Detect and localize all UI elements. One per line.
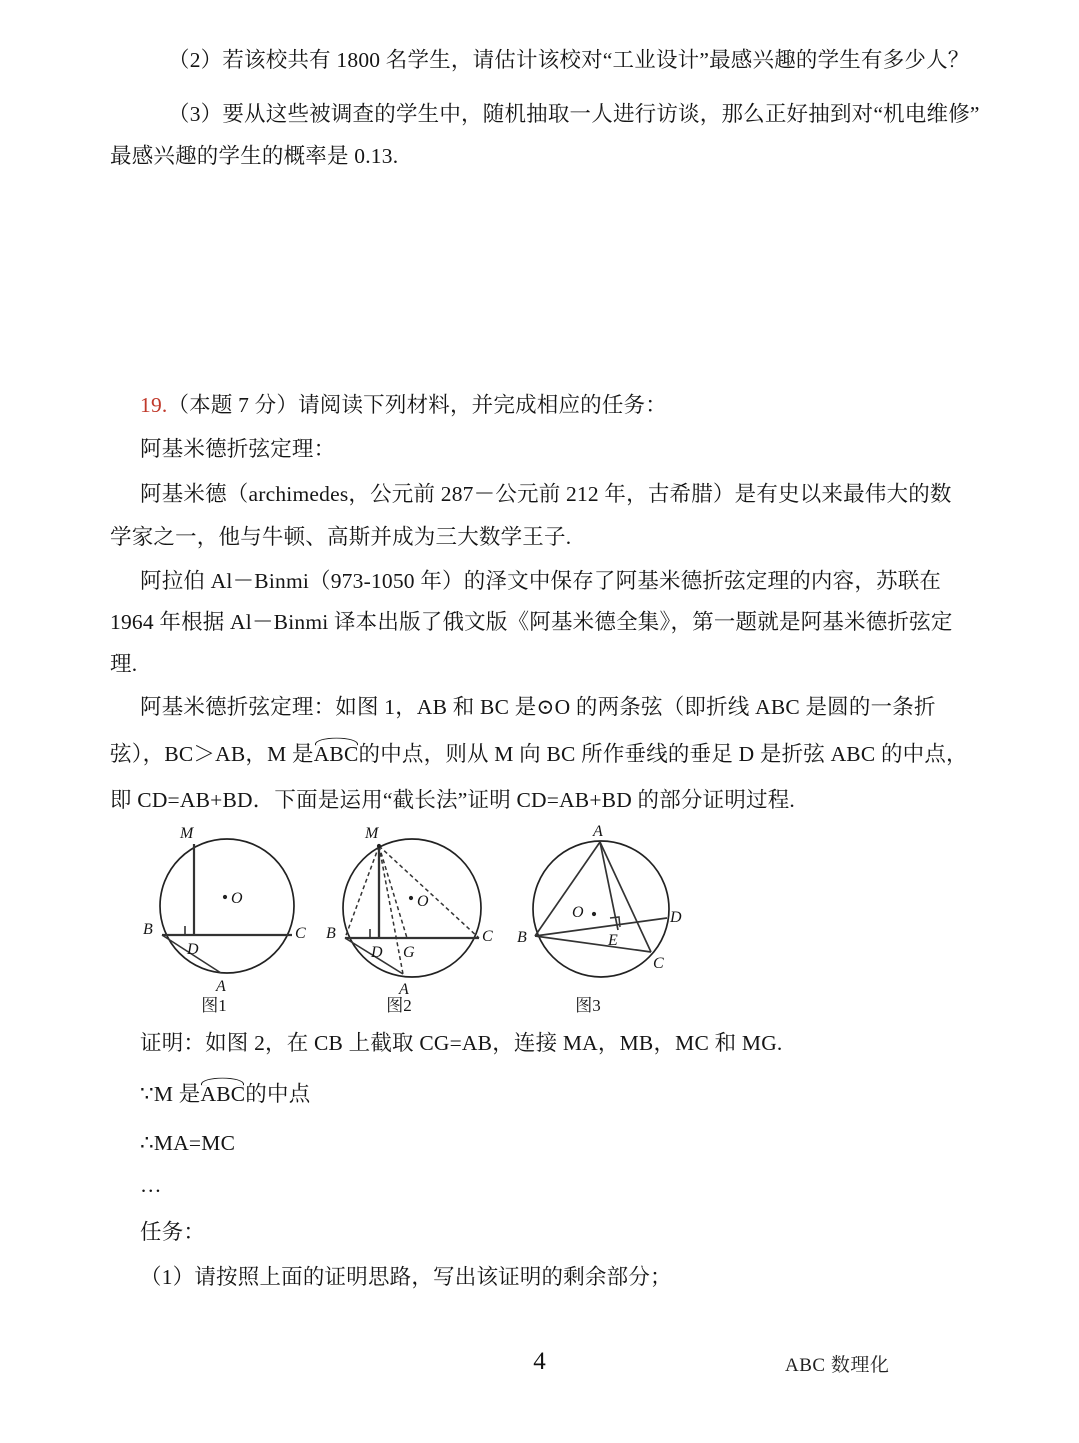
figure-2-svg — [323, 818, 503, 996]
proof-line-4: … — [140, 1173, 162, 1197]
arc-abc-notation-proof — [200, 1080, 245, 1108]
label-o: O — [231, 890, 243, 907]
arc-abc-notation — [314, 740, 359, 768]
biography-line-1: 阿基米德（archimedes，公元前 287－公元前 212 年，古希腊）是有史以来最伟大的数 — [140, 482, 952, 506]
question-2-paragraph: （2）若该校共有 1800 名学生，请估计该校对“工业设计”最感兴趣的学生有多少人？ — [168, 48, 970, 72]
theorem-statement-line-3: 即 CD=AB+BD．下面是运用“截长法”证明 CD=AB+BD 的部分证明过程. — [110, 788, 795, 812]
theorem-line2-part-a: 弦），BC＞AB，M 是 — [110, 742, 314, 766]
proof-line-1: 证明：如图 2，在 CB 上截取 CG=AB，连接 MA，MB，MC 和 MG. — [140, 1031, 783, 1055]
right-angle-mark — [185, 926, 194, 935]
arc-overline-icon — [201, 1078, 244, 1086]
arc-overline-icon — [315, 738, 358, 746]
history-line-3: 理. — [110, 652, 138, 676]
figure-3-svg — [515, 818, 695, 996]
history-line-2: 1964 年根据 Al－Binmi 译本出版了俄文版《阿基米德全集》，第一题就是阿基米德折弦定 — [110, 610, 953, 634]
question-19-heading — [140, 392, 667, 419]
label-e: E — [608, 932, 618, 949]
question-19-number: 19. — [140, 393, 168, 417]
label-g: G — [403, 944, 415, 961]
biography-line-2: 学家之一，他与牛顿、高斯并成为三大数学王子. — [110, 525, 572, 549]
figure-3-caption: 图3 — [575, 996, 601, 1015]
question-3-line-1: （3）要从这些被调查的学生中，随机抽取一人进行访谈，那么正好抽到对“机电维修” — [168, 102, 980, 126]
label-o: O — [572, 904, 584, 921]
chord-ab — [535, 842, 600, 936]
label-c: C — [653, 955, 664, 972]
theorem-statement-line-2 — [110, 740, 968, 768]
label-m: M — [180, 825, 194, 842]
label-a: A — [399, 981, 409, 996]
point-m-dot — [377, 844, 381, 848]
label-a: A — [216, 978, 226, 993]
label-o: O — [417, 893, 429, 910]
proof-line2-part-b: 的中点 — [245, 1082, 311, 1106]
figure-1-caption: 图1 — [201, 996, 227, 1015]
figure-3 — [515, 818, 695, 1015]
label-d: D — [371, 944, 383, 961]
page-number: 4 — [533, 1348, 546, 1375]
question-3-line-2: 最感兴趣的学生的概率是 0.13. — [110, 144, 399, 168]
label-b: B — [517, 929, 527, 946]
footer-watermark: ABC 数理化 — [785, 1355, 890, 1376]
right-angle-mark — [370, 929, 379, 938]
label-d: D — [670, 909, 682, 926]
center-point-o — [223, 895, 227, 899]
label-c: C — [482, 928, 493, 945]
theorem-title: 阿基米德折弦定理： — [140, 437, 336, 461]
label-a: A — [593, 823, 603, 840]
figure-1-svg — [140, 818, 315, 993]
arc-abc-label-proof: ABC — [200, 1082, 246, 1106]
circle-outline — [160, 839, 294, 973]
history-line-1: 阿拉伯 Al－Binmi（973-1050 年）的泽文中保存了阿基米德折弦定理的内容，苏联在 — [140, 569, 942, 593]
proof-line2-part-a: ∵M 是 — [140, 1082, 201, 1106]
chord-bd — [535, 918, 667, 936]
proof-line-3: ∴MA=MC — [140, 1131, 236, 1155]
label-b: B — [326, 925, 336, 942]
figure-row — [140, 818, 740, 1015]
proof-line-2 — [140, 1080, 310, 1108]
figure-1 — [140, 818, 315, 1015]
arc-abc-label: ABC — [313, 742, 359, 766]
question-19-head-text: （本题 7 分）请阅读下列材料，并完成相应的任务： — [167, 393, 667, 417]
theorem-statement-line-1: 阿基米德折弦定理：如图 1，AB 和 BC 是⊙O 的两条弦（即折线 ABC 是圆的一条折 — [140, 695, 936, 719]
theorem-line2-part-b: 的中点，则从 M 向 BC 所作垂线的垂足 D 是折弦 ABC 的中点， — [358, 742, 968, 766]
label-c: C — [295, 925, 306, 942]
label-d: D — [187, 941, 199, 958]
label-b: B — [143, 921, 153, 938]
label-m: M — [365, 825, 379, 842]
task-title: 任务： — [140, 1220, 206, 1244]
task-1: （1）请按照上面的证明思路，写出该证明的剩余部分； — [140, 1265, 672, 1289]
chord-bc — [535, 936, 651, 952]
center-point-o — [592, 912, 596, 916]
figure-2-caption: 图2 — [386, 996, 412, 1015]
center-point-o — [409, 896, 413, 900]
figure-2 — [323, 818, 503, 1015]
